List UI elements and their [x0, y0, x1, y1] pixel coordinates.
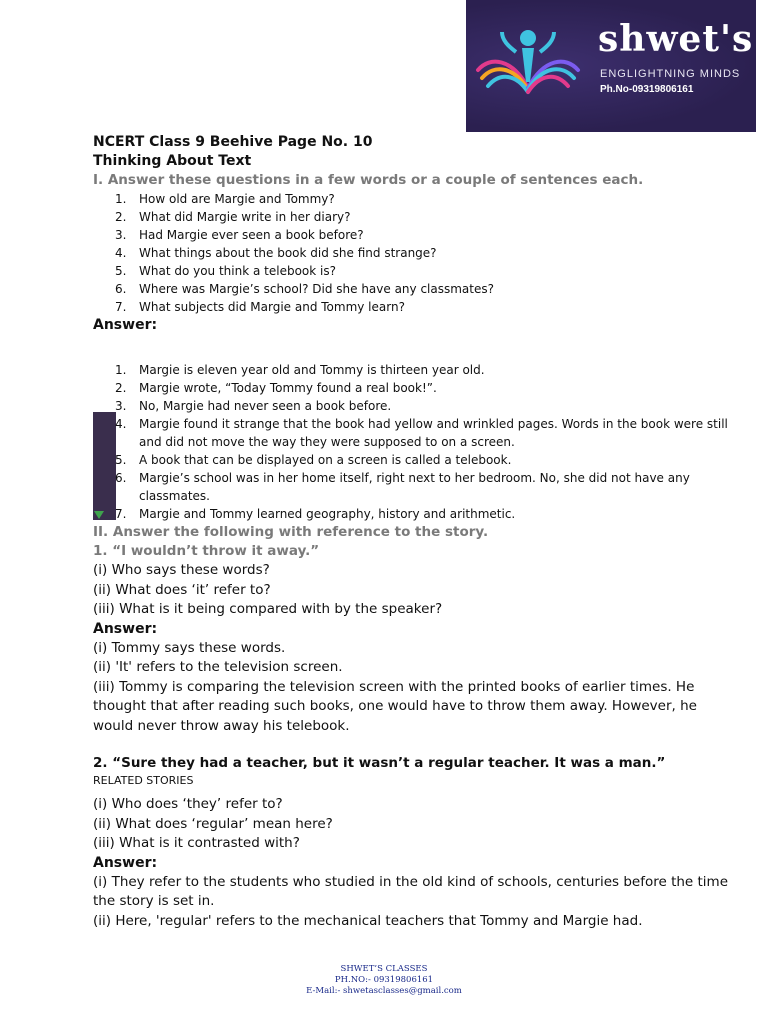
list-item: 5. What do you think a telebook is? [115, 264, 336, 278]
list-item: 1. Margie is eleven year old and Tommy is thirteen year old. [115, 363, 485, 377]
footer-line: PH.NO:- 09319806161 [334, 975, 434, 985]
question-line: (i) Who says these words? [93, 562, 270, 578]
question-list [93, 190, 733, 316]
question-line: (iii) What is it contrasted with? [93, 835, 300, 851]
question-line: (i) Who does ‘they’ refer to? [93, 796, 283, 812]
answer-label: Answer: [93, 620, 158, 637]
answer-line: (ii) Here, 'regular' refers to the mechanical teachers that Tommy and Margie had. [93, 912, 643, 929]
document-body [93, 133, 733, 931]
list-item: 5. A book that can be displayed on a screen is called a telebook. [115, 453, 512, 467]
footer-email: E-Mail:- shwetasclasses@gmail.com [306, 986, 462, 996]
page-footer [0, 964, 768, 997]
question-1-quote: 1. “I wouldn’t throw it away.” [93, 543, 320, 559]
question-line: (ii) What does ‘regular’ mean here? [93, 815, 333, 832]
list-item: 3. Had Margie ever seen a book before? [115, 228, 364, 242]
answer-line: (i) Tommy says these words. [93, 639, 286, 656]
list-item: 4. Margie found it strange that the book had yellow and wrinkled pages. Words in the book were still and did not move the way they were supposed to on a screen. [115, 417, 728, 449]
page-subtitle: Thinking About Text [93, 153, 252, 169]
logo-brand-name: shwet's [598, 18, 754, 60]
logo-phone: Ph.No-09319806161 [600, 84, 694, 95]
list-item: 6. Where was Margie’s school? Did she have any classmates? [115, 282, 494, 296]
list-item: 2. Margie wrote, “Today Tommy found a real book!”. [115, 381, 437, 395]
answer-line: (iii) Tommy is comparing the television screen with the printed books of earlier times. He thought that after reading such books, one would have to throw them away. However, he would never throw away his telebook. [93, 678, 697, 734]
section-2-heading: II. Answer the following with reference to the story. [93, 524, 489, 540]
section-1-heading: I. Answer these questions in a few words or a couple of sentences each. [93, 172, 644, 188]
list-item: 4. What things about the book did she find strange? [115, 246, 437, 260]
question-2-quote: 2. “Sure they had a teacher, but it wasn’t a regular teacher. It was a man.” [93, 755, 666, 771]
list-item: 6. Margie’s school was in her home itself, right next to her bedroom. No, she did not have any classmates. [115, 471, 690, 503]
answer-line: (i) They refer to the students who studied in the old kind of schools, centuries before the time the story is set in. [93, 873, 729, 909]
brand-logo [466, 0, 756, 132]
page-title: NCERT Class 9 Beehive Page No. 10 [93, 134, 373, 150]
footer-line: SHWET’S CLASSES [340, 964, 428, 974]
list-item: 2. What did Margie write in her diary? [115, 210, 351, 224]
answer-label: Answer: [93, 317, 158, 333]
answer-line: (ii) 'It' refers to the television screen. [93, 659, 343, 675]
related-stories-link[interactable]: RELATED STORIES [93, 774, 194, 787]
list-item: 3. No, Margie had never seen a book before. [115, 399, 392, 413]
answer-list [93, 361, 733, 523]
question-line: (ii) What does ‘it’ refer to? [93, 581, 271, 598]
question-line: (iii) What is it being compared with by the speaker? [93, 601, 443, 617]
book-figure-icon [472, 18, 584, 110]
logo-tagline: ENGLIGHTNING MINDS [600, 68, 741, 80]
list-item: 7. What subjects did Margie and Tommy learn? [115, 300, 405, 314]
answer-label: Answer: [93, 854, 158, 871]
list-item: 1. How old are Margie and Tommy? [115, 192, 335, 206]
list-item: 7. Margie and Tommy learned geography, history and arithmetic. [115, 507, 516, 521]
